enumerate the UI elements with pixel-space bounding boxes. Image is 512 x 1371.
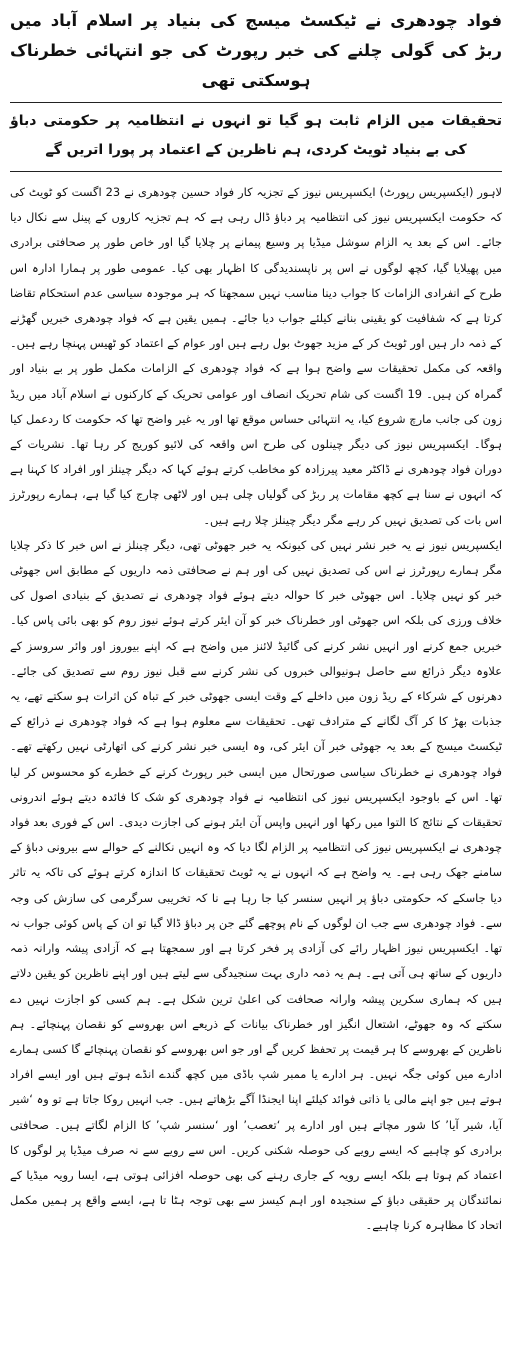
article-headline: فواد چودھری نے ٹیکسٹ میسج کی بنیاد پر اسلام آباد میں ربڑ کی گولی چلنے کی خبر رپورٹ کی جو انتہائی خطرناک ہوسکتی تھی	[10, 11, 502, 90]
article-subheadline: تحقیقات میں الزام ثابت ہو گیا تو انہوں نے انتظامیہ پر حکومتی دباؤ کی بے بنیاد ٹویٹ کردی، ہم ناظرین کے اعتماد پر پورا اتریں گے	[10, 113, 502, 158]
article-paragraph-1: لاہور (ایکسپریس رپورٹ) ایکسپریس نیوز کے تجزیہ کار فواد حسین چودھری نے 23 اگست کو ٹویٹ کی کہ حکومت ایکسپریس نیوز کی انتظامیہ پر دباؤ ڈال رہی ہے کہ ہم تجزیہ کاروں کے پینل سے نکال دیا جائے۔ اس کے بعد یہ الزام سوشل میڈیا پر وسیع پیمانے پر چلایا گیا اور خاص طور پر صحافتی برادری میں پھیلایا گیا، کچھ لوگوں نے اس پر ناپسندیدگی کا اظہار بھی کیا۔ عمومی طور پر ہمارا ادارہ اس طرح کے انفرادی الزامات کا جواب دینا مناسب نہیں سمجھتا کہ ہر موجودہ سیاسی عدم استحکام تقاضا کرتا ہے کہ شفافیت کو یقینی بنانے کیلئے جواب دیا جائے۔ ہمیں یقین ہے کہ فواد چودھری خبریں گھڑنے کے ذمہ دار ہیں اور ٹویٹ کر کے مزید جھوٹ بول رہے ہیں اور عوام کے اعتماد کو ٹھیس پہنچا رہے ہیں۔ واقعہ کی مکمل تحقیقات سے واضح ہوا ہے کہ فواد چودھری کے الزامات مکمل طور پر بے بنیاد اور گمراہ کن ہیں۔ 19 اگست کی شام تحریک انصاف اور عوامی تحریک کے کارکنوں نے اسلام آباد میں ریڈ زون کی جانب مارچ شروع کیا، یہ انتہائی حساس موقع تھا اور یہ غیر واضح تھا کہ حکومت کا ردعمل کیا ہوگا۔ ایکسپریس نیوز کی دیگر چینلوں کی طرح اس واقعہ کی لائیو کوریج کر رہا تھا۔ نشریات کے دوران فواد چودھری نے ڈاکٹر معید پیرزادہ کو مخاطب کرتے ہوئے کہا کہ دیگر چینلز اور افراد کا کہنا ہے کہ انہوں نے سنا ہے کچھ مقامات پر ربڑ کی گولیاں چلی ہیں اور لاٹھی چارج کیا گیا ہے، ہمارے رپورٹرز اس بات کی تصدیق نہیں کر رہے مگر دیگر چینلز چلا رہے ہیں۔	[10, 185, 502, 527]
subheadline-box	[10, 102, 502, 172]
article-paragraph-2: ایکسپریس نیوز نے یہ خبر نشر نہیں کی کیونکہ یہ خبر جھوٹی تھی، دیگر چینلز نے اس خبر کا ذکر چلایا مگر ہمارے رپورٹرز نے اس کی تصدیق نہیں کی اور ہم نے صحافتی ذمہ داریوں کے مطابق اس جھوٹی خبر کو نہیں چلایا۔ اس جھوٹی خبر کا حوالہ دیتے ہوئے فواد چودھری نے تصدیق کے بنیادی اصول کی خلاف ورزی کی بلکہ اس جھوٹی اور خطرناک خبر کو آن ایئر کرتے ہوئے نیوز روم کو بھی بائی پاس کیا۔ خبریں جمع کرنے اور انہیں نشر کرنے کی گائیڈ لائنز میں واضح ہے کہ اپنے بیوروز اور وائر سروسز کے علاوہ دیگر ذرائع سے حاصل ہونیوالی خبروں کی نشر کرنے سے قبل نیوز روم سے تصدیق کی جائے۔ دھرنوں کے شرکاء کے ریڈ زون میں داخلے کے وقت ایسی جھوٹی خبر کے تباہ کن اثرات ہو سکتے تھے، یہ جذبات بھڑ کا کر آگ لگانے کے مترادف تھی۔ تحقیقات سے معلوم ہوا ہے کہ فواد چودھری نے ذرائع کے ٹیکسٹ میسج کے بعد یہ جھوٹی خبر آن ایئر کی، وہ ایسی خبر نشر کرنے کی اتھارٹی نہیں رکھتے تھے۔ فواد چودھری نے خطرناک سیاسی صورتحال میں ایسی خبر رپورٹ کرنے کے خطرے کو محسوس کر لیا تھا۔ اس کے باوجود ایکسپریس نیوز کی انتظامیہ نے فواد چودھری کو شک کا فائدہ دیتے ہوئے اندرونی تحقیقات کے نتائج کا التوا میں رکھا اور انہیں واپس آن ایئر ہونے کی اجازت دیدی۔ اس کے فوری بعد فواد چودھری نے ایکسپریس نیوز کی انتظامیہ پر الزام لگا دیا کہ وہ انہیں نکالنے کے حوالے سے بیرونی دباؤ کے سامنے جھک رہی ہے۔ یہ واضح ہے کہ انہوں نے یہ ٹویٹ تحقیقات کا اندازہ کرتے ہوئے کی تاکہ یہ تاثر دیا جاسکے کہ حکومتی دباؤ پر انہیں سنسر کیا جا رہا ہے نا کہ تخریبی سرگرمی کی سازش کی وجہ سے۔ فواد چودھری سے جب ان لوگوں کے نام پوچھے گئے جن پر دباؤ ڈالا گیا تو ان کے پاس کوئی جواب نہ تھا۔ ایکسپریس نیوز اظہار رائے کی آزادی پر فخر کرتا ہے اور سمجھتا ہے کہ آزادی پیشہ وارانہ ذمہ داریوں کے ساتھ ہی آتی ہے۔ ہم یہ ذمہ داری بہت سنجیدگی سے لیتے ہیں اور اپنے ناظرین کو یقین دلاتے ہیں کہ ہماری سکرین پیشہ وارانہ صحافت کی اعلیٰ ترین شکل ہے۔ ہم کسی کو اجازت نہیں دے سکتے کہ وہ جھوٹے، اشتعال انگیز اور خطرناک بیانات کے ذریعے اس بھروسے کو نقصان پہنچائے۔ ہم ناظرین کے بھروسے کا ہر قیمت پر تحفظ کریں گے اور جو اس بھروسے کو نقصان پہنچائے گا کسی ہمارے ادارے میں کوئی جگہ نہیں۔ ہر ادارے یا ممبر شپ باڈی میں کچھ گندے انڈے ہوتے ہیں اور ایسے افراد ہوتے ہیں جو اپنے مالی یا ذاتی فوائد کیلئے اپنا ایجنڈا آگے بڑھاتے ہیں۔ جب انہیں روکا جاتا ہے تو وہ ‘شیر آیا، شیر آیا’ کا شور مچاتے ہیں اور ادارے پر ‘تعصب’ اور ‘سنسر شپ’ کا الزام لگاتے ہیں۔ صحافتی برادری کو چاہیے کہ ایسے رویے کی حوصلہ شکنی کریں۔ اس سے رویے سے نہ صرف میڈیا پر لوگوں کا اعتماد کم ہوتا ہے بلکہ ایسے رویہ کے جاری رہنے کی بھی حوصلہ افزائی ہوتی ہے، ایسا رویہ میڈیا کے نمائندگان پر حقیقی دباؤ کے سنجیدہ اور اہم کیسز سے بھی توجہ ہٹا تا ہے، ایسے واقع پر ہمیں مکمل اتحاد کا مظاہرہ کرنا چاہیے۔	[10, 537, 502, 1233]
article-body	[10, 180, 502, 1239]
